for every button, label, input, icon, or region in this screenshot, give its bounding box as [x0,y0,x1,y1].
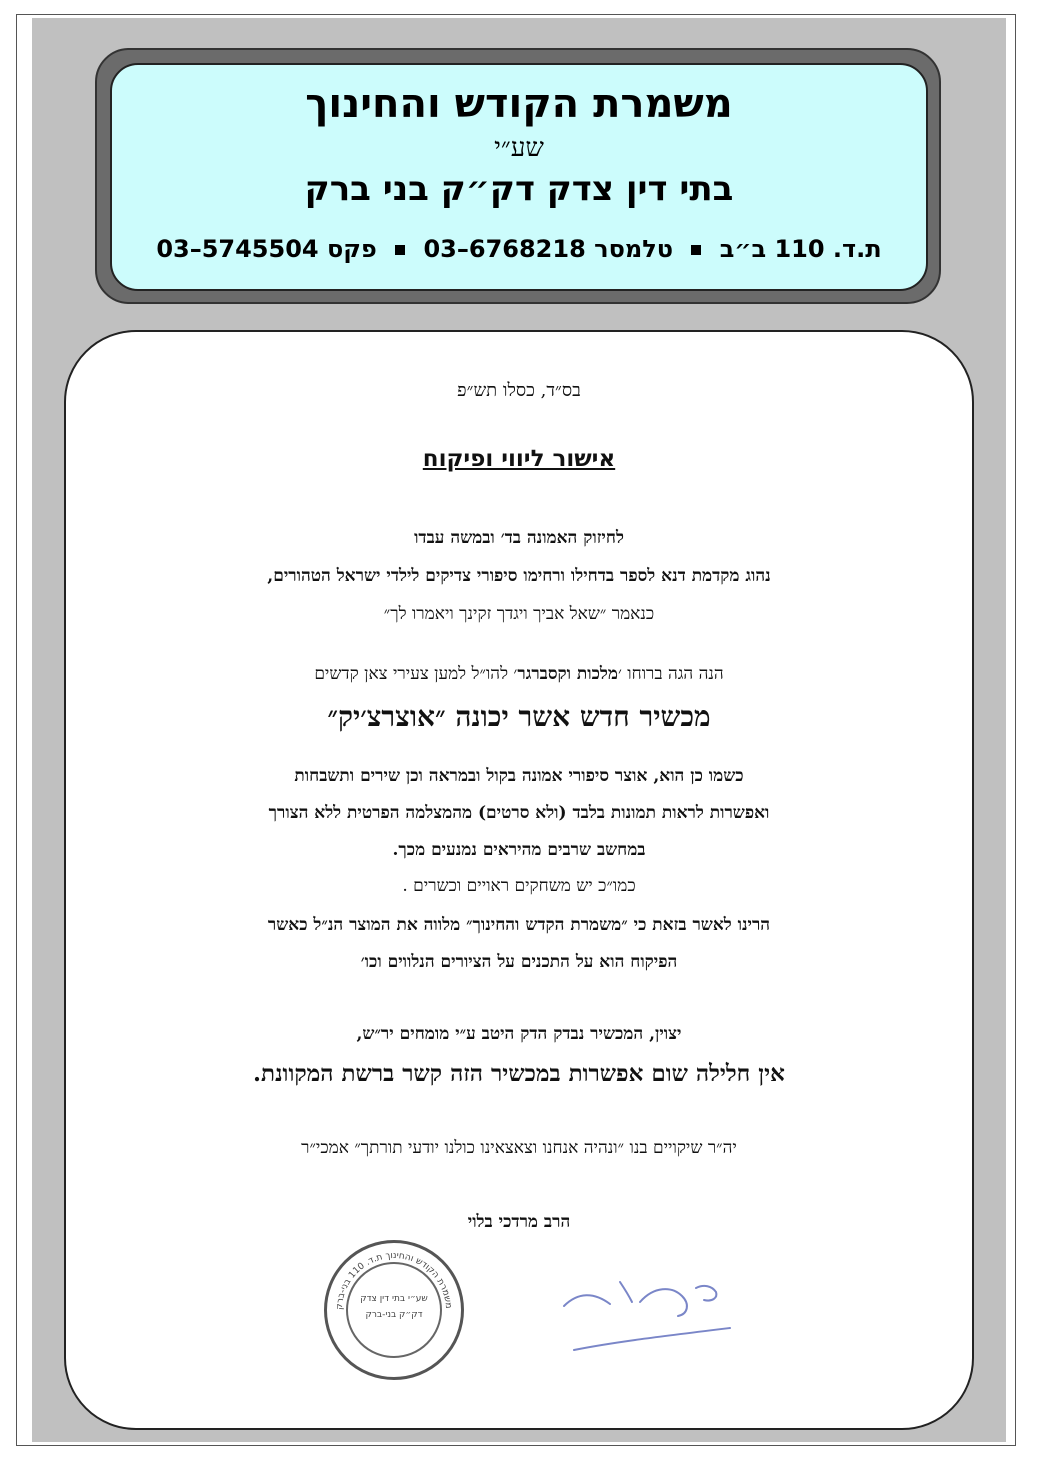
fax-number: 03–5745504 [156,235,319,263]
intro-line-2: נהוג מקדמת דנא לספר בדחילו ורחימו סיפורי צדיקים לילדי ישראל הטהורים, [267,566,771,586]
po-box: ת.ד. 110 ב״ב [719,235,882,263]
approval-line-2: הפיקוח הוא על התכנים על הציורים הנלווים וכו׳ [360,952,678,972]
letter-heading: אישור ליווי ופיקוח [422,446,616,472]
contact-line [112,235,926,263]
seal-center-line-1: שע״י בתי דין צדק [360,1294,428,1304]
description-line-3: במחשב שרבים מהיראים נמנעים מכך. [392,840,646,860]
letter-body [64,330,974,1430]
letterhead [110,63,928,291]
maker-prefix: הנה הגה ברוחו ׳ [617,664,724,684]
tel-label: טלמסר [594,235,674,263]
letter-date: בס״ד, כסלו תש״פ [457,380,581,401]
court-seal-stamp [324,1240,464,1380]
blessing-line: יה״ר שיקויים בנו ״ונהיה אנחנו וצאצאינו כולנו יודעי תורתך״ אמכי״ר [301,1138,737,1158]
maker-name: מלכות וקסברגר [517,664,618,684]
intro-line-3: כנאמר ״שאל אביך ויגדך זקינך ויאמרו לך״ [383,604,655,624]
description-line-2: ואפשרות לראות תמונות בלבד (ולא סרטים) מהמצלמה הפרטית ללא הצורך [268,803,770,823]
approval-line-1: הרינו לאשר בזאת כי ״משמרת הקדש והחינוך״ מלווה את המוצר הנ״ל כאשר [267,915,771,935]
maker-suffix: ׳ להו״ל למען צעירי צאן קדשים [314,664,518,684]
device-title: מכשיר חדש אשר יכונה ״אוצרצ׳יק״ [327,700,711,733]
bullet-separator-icon [395,245,405,255]
note-line-1: יצוין, המכשיר נבדק הדק היטב ע״י מומחים יר״ש, [356,1024,682,1044]
handwritten-signature [554,1262,744,1372]
seal-center-line-2: דק״ק בני-ברק [365,1310,423,1320]
seal-center [346,1262,442,1358]
seal-ring-text-path: משמרת הקודש והחינוך ת.ד. 110 בני-ברק [334,1250,454,1311]
description-line-1: כשמו כן הוא, אוצר סיפורי אמונה בקול ובמראה וכן שירים ותשבחות [294,766,744,786]
bullet-separator-icon [691,245,701,255]
organization-title: משמרת הקודש והחינוך [305,81,733,127]
intro-line-1: לחיזוק האמונה בד׳ ובמשה עבדו [414,528,624,548]
fax-label: פקס [326,235,377,263]
organization-subtitle: שע״י [494,133,544,163]
description-line-4: כמו״כ יש משחקים ראויים וכשרים . [402,876,636,896]
maker-line [66,664,972,684]
court-name: בתי דין צדק דק״ק בני ברק [304,169,734,209]
tel-number: 03–6768218 [423,235,586,263]
note-line-2: אין חלילה שום אפשרות במכשיר הזה קשר ברשת המקוונת. [253,1060,785,1087]
signer-name: הרב מרדכי בלוי [467,1212,571,1232]
